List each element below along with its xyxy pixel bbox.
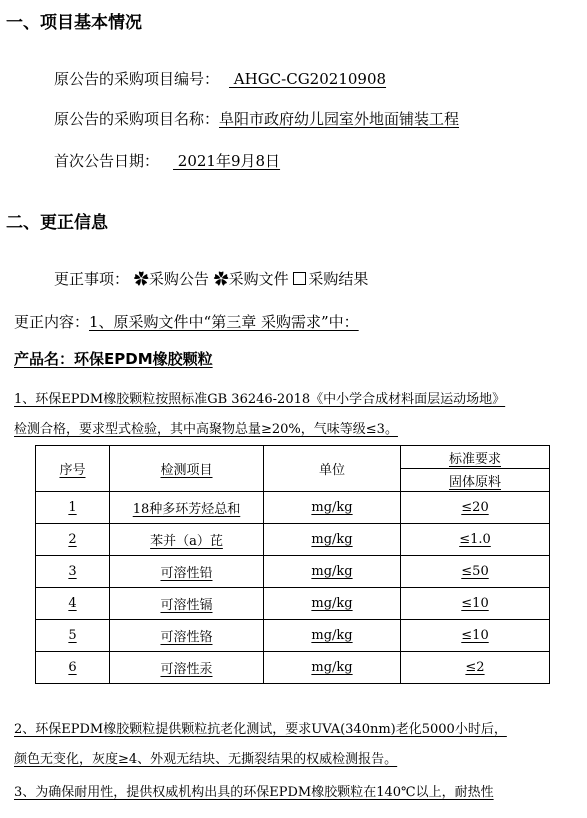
table-row: 3 可溶性铅 mg/kg ≤50 bbox=[36, 556, 550, 588]
project-name-label: 原公告的采购项目名称： bbox=[54, 110, 220, 128]
col-no-header: 序号 bbox=[36, 446, 110, 492]
first-date-label: 首次公告日期： bbox=[54, 152, 160, 170]
para3-line1: 3、为确保耐用性，提供权威机构出具的环保EPDM橡胶颗粒在140℃以上，耐热性 bbox=[14, 785, 494, 800]
option-procurement-notice: 采购公告 bbox=[148, 270, 209, 288]
table-header-row bbox=[36, 446, 550, 469]
col-item-header: 检测项目 bbox=[110, 446, 264, 492]
product-heading: 产品名：环保EPDM橡胶颗粒 bbox=[14, 350, 213, 368]
project-name-row bbox=[54, 108, 459, 129]
matters-row bbox=[54, 268, 368, 289]
gear-icon: ✿ bbox=[133, 270, 149, 288]
col-std-sub-header: 固体原料 bbox=[401, 469, 550, 492]
first-date-row bbox=[54, 150, 294, 171]
col-std-header: 标准要求 bbox=[401, 446, 550, 469]
section2-heading: 二、更正信息 bbox=[6, 213, 108, 233]
spec-table bbox=[35, 445, 550, 684]
col-unit-header: 单位 bbox=[264, 446, 401, 492]
first-date-value: 2021年9月8日 bbox=[173, 152, 281, 170]
checkbox-icon bbox=[293, 272, 306, 285]
option-procurement-file: 采购文件 bbox=[228, 270, 289, 288]
table-row: 6 可溶性汞 mg/kg ≤2 bbox=[36, 652, 550, 684]
para1-line1: 1、环保EPDM橡胶颗粒按照标准GB 36246-2018《中小学合成材料面层运动场地》 bbox=[14, 392, 506, 407]
project-no-value: AHGC-CG20210908 bbox=[229, 70, 387, 88]
project-no-row bbox=[54, 68, 396, 89]
content-row bbox=[14, 311, 359, 332]
table-row: 2 苯并（a）芘 mg/kg ≤1.0 bbox=[36, 524, 550, 556]
content-label: 更正内容： bbox=[14, 313, 90, 331]
project-name-value: 阜阳市政府幼儿园室外地面铺装工程 bbox=[219, 110, 460, 128]
table-row: 1 18种多环芳烃总和 mg/kg ≤20 bbox=[36, 492, 550, 524]
option-procurement-result: 采购结果 bbox=[308, 270, 369, 288]
gear-icon: ✿ bbox=[213, 270, 229, 288]
para2-line1: 2、环保EPDM橡胶颗粒提供颗粒抗老化测试，要求UVA(340nm)老化5000小时后， bbox=[14, 722, 507, 737]
para1-line2: 检测合格，要求型式检验，其中高聚物总量≥20%，气味等级≤3。 bbox=[14, 422, 398, 437]
project-no-label: 原公告的采购项目编号： bbox=[54, 70, 220, 88]
content-value: 1、原采购文件中“第三章 采购需求”中： bbox=[89, 313, 359, 331]
table-row: 4 可溶性镉 mg/kg ≤10 bbox=[36, 588, 550, 620]
table-row: 5 可溶性铬 mg/kg ≤10 bbox=[36, 620, 550, 652]
para2-line2: 颜色无变化，灰度≥4、外观无结块、无撕裂结果的权威检测报告。 bbox=[14, 752, 398, 767]
section1-heading: 一、项目基本情况 bbox=[6, 13, 142, 33]
matters-label: 更正事项： bbox=[54, 270, 130, 288]
